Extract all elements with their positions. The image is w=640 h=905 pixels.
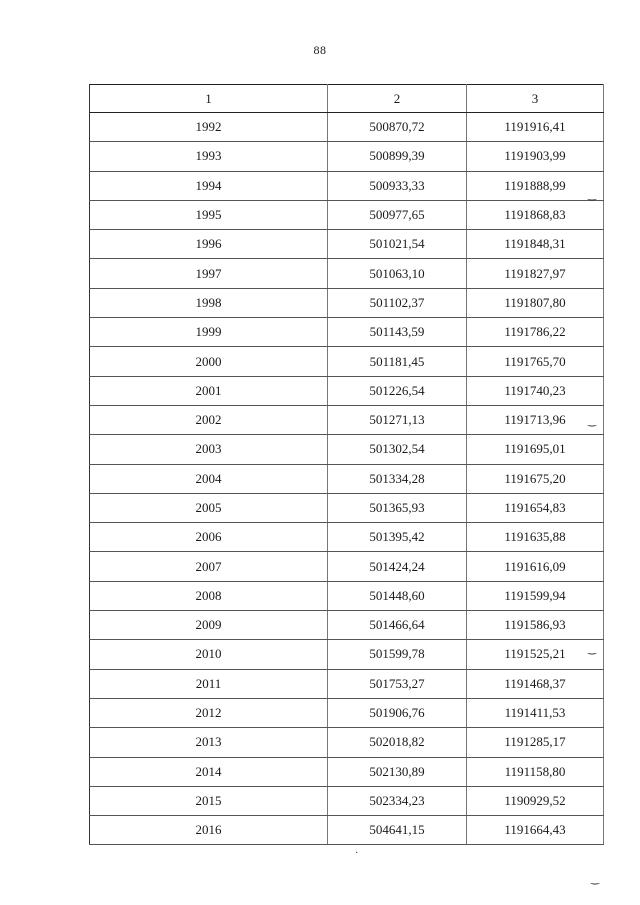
table-row	[90, 757, 604, 786]
table-row	[90, 230, 604, 259]
table-row	[90, 523, 604, 552]
year-cell: 1998	[90, 288, 328, 317]
value-2-cell: 501753,27	[328, 669, 467, 698]
value-2-cell: 501448,60	[328, 581, 467, 610]
value-2-cell: 500977,65	[328, 200, 467, 229]
value-2-cell: 504641,15	[328, 816, 467, 845]
value-3-cell: 1190929,52	[467, 786, 604, 815]
table-row	[90, 698, 604, 727]
table-row	[90, 200, 604, 229]
value-2-cell: 501302,54	[328, 435, 467, 464]
value-3-cell: 1191616,09	[467, 552, 604, 581]
value-3-cell: 1191675,20	[467, 464, 604, 493]
value-3-cell: 1191868,83	[467, 200, 604, 229]
table-header-row	[90, 85, 604, 113]
value-3-cell: 1191411,53	[467, 698, 604, 727]
table-row	[90, 259, 604, 288]
year-cell: 2008	[90, 581, 328, 610]
scan-mark: ‿	[588, 416, 597, 427]
year-cell: 2007	[90, 552, 328, 581]
year-cell: 1994	[90, 171, 328, 200]
year-cell: 2003	[90, 435, 328, 464]
value-2-cell: 502018,82	[328, 728, 467, 757]
value-3-cell: 1191285,17	[467, 728, 604, 757]
table-row	[90, 669, 604, 698]
year-cell: 2011	[90, 669, 328, 698]
year-cell: 1995	[90, 200, 328, 229]
value-2-cell: 500899,39	[328, 142, 467, 171]
value-2-cell: 502334,23	[328, 786, 467, 815]
year-cell: 2001	[90, 376, 328, 405]
table-row	[90, 142, 604, 171]
year-cell: 2012	[90, 698, 328, 727]
value-2-cell: 500933,33	[328, 171, 467, 200]
year-cell: 2014	[90, 757, 328, 786]
table-row	[90, 318, 604, 347]
scan-mark: ‿	[591, 874, 600, 885]
value-3-cell: 1191916,41	[467, 113, 604, 142]
value-3-cell: 1191765,70	[467, 347, 604, 376]
value-2-cell: 501424,24	[328, 552, 467, 581]
table-row	[90, 347, 604, 376]
value-2-cell: 501102,37	[328, 288, 467, 317]
table-row	[90, 435, 604, 464]
page-number: 88	[313, 43, 327, 57]
table-row	[90, 376, 604, 405]
value-3-cell: 1191827,97	[467, 259, 604, 288]
year-cell: 1993	[90, 142, 328, 171]
year-cell: 2009	[90, 611, 328, 640]
column-header-3: 3	[467, 85, 604, 113]
value-2-cell: 501226,54	[328, 376, 467, 405]
value-3-cell: 1191903,99	[467, 142, 604, 171]
value-2-cell: 501395,42	[328, 523, 467, 552]
value-2-cell: 500870,72	[328, 113, 467, 142]
value-2-cell: 501599,78	[328, 640, 467, 669]
table-row	[90, 552, 604, 581]
value-3-cell: 1191888,99	[467, 171, 604, 200]
year-cell: 2002	[90, 405, 328, 434]
scan-mark: ‿	[588, 644, 597, 655]
value-3-cell: 1191807,80	[467, 288, 604, 317]
value-3-cell: 1191695,01	[467, 435, 604, 464]
year-cell: 2006	[90, 523, 328, 552]
value-3-cell: 1191786,22	[467, 318, 604, 347]
value-3-cell: 1191158,80	[467, 757, 604, 786]
value-2-cell: 501365,93	[328, 493, 467, 522]
table-row	[90, 288, 604, 317]
value-3-cell: 1191468,37	[467, 669, 604, 698]
table-row	[90, 611, 604, 640]
table-row	[90, 816, 604, 845]
year-cell: 2013	[90, 728, 328, 757]
table-body	[90, 85, 604, 845]
value-3-cell: 1191664,43	[467, 816, 604, 845]
year-cell: 1996	[90, 230, 328, 259]
value-2-cell: 501334,28	[328, 464, 467, 493]
value-2-cell: 501143,59	[328, 318, 467, 347]
table-row	[90, 405, 604, 434]
value-2-cell: 501906,76	[328, 698, 467, 727]
value-2-cell: 502130,89	[328, 757, 467, 786]
table-row	[90, 464, 604, 493]
table-row	[90, 640, 604, 669]
year-cell: 2015	[90, 786, 328, 815]
scan-mark: ·	[355, 848, 359, 859]
table-row	[90, 493, 604, 522]
table-row	[90, 113, 604, 142]
column-header-2: 2	[328, 85, 467, 113]
value-3-cell: 1191740,23	[467, 376, 604, 405]
value-2-cell: 501466,64	[328, 611, 467, 640]
value-3-cell: 1191635,88	[467, 523, 604, 552]
value-3-cell: 1191848,31	[467, 230, 604, 259]
table-row	[90, 171, 604, 200]
value-3-cell: 1191654,83	[467, 493, 604, 522]
table-row	[90, 728, 604, 757]
value-2-cell: 501063,10	[328, 259, 467, 288]
scan-mark: ‿	[588, 190, 597, 201]
table-row	[90, 581, 604, 610]
year-cell: 1997	[90, 259, 328, 288]
value-2-cell: 501181,45	[328, 347, 467, 376]
year-cell: 2005	[90, 493, 328, 522]
value-3-cell: 1191525,21	[467, 640, 604, 669]
year-cell: 2010	[90, 640, 328, 669]
value-3-cell: 1191713,96	[467, 405, 604, 434]
table-row	[90, 786, 604, 815]
year-cell: 2000	[90, 347, 328, 376]
value-2-cell: 501021,54	[328, 230, 467, 259]
value-2-cell: 501271,13	[328, 405, 467, 434]
value-3-cell: 1191599,94	[467, 581, 604, 610]
value-3-cell: 1191586,93	[467, 611, 604, 640]
year-cell: 1992	[90, 113, 328, 142]
year-cell: 1999	[90, 318, 328, 347]
year-cell: 2016	[90, 816, 328, 845]
column-header-1: 1	[90, 85, 328, 113]
data-table	[89, 84, 604, 845]
year-cell: 2004	[90, 464, 328, 493]
